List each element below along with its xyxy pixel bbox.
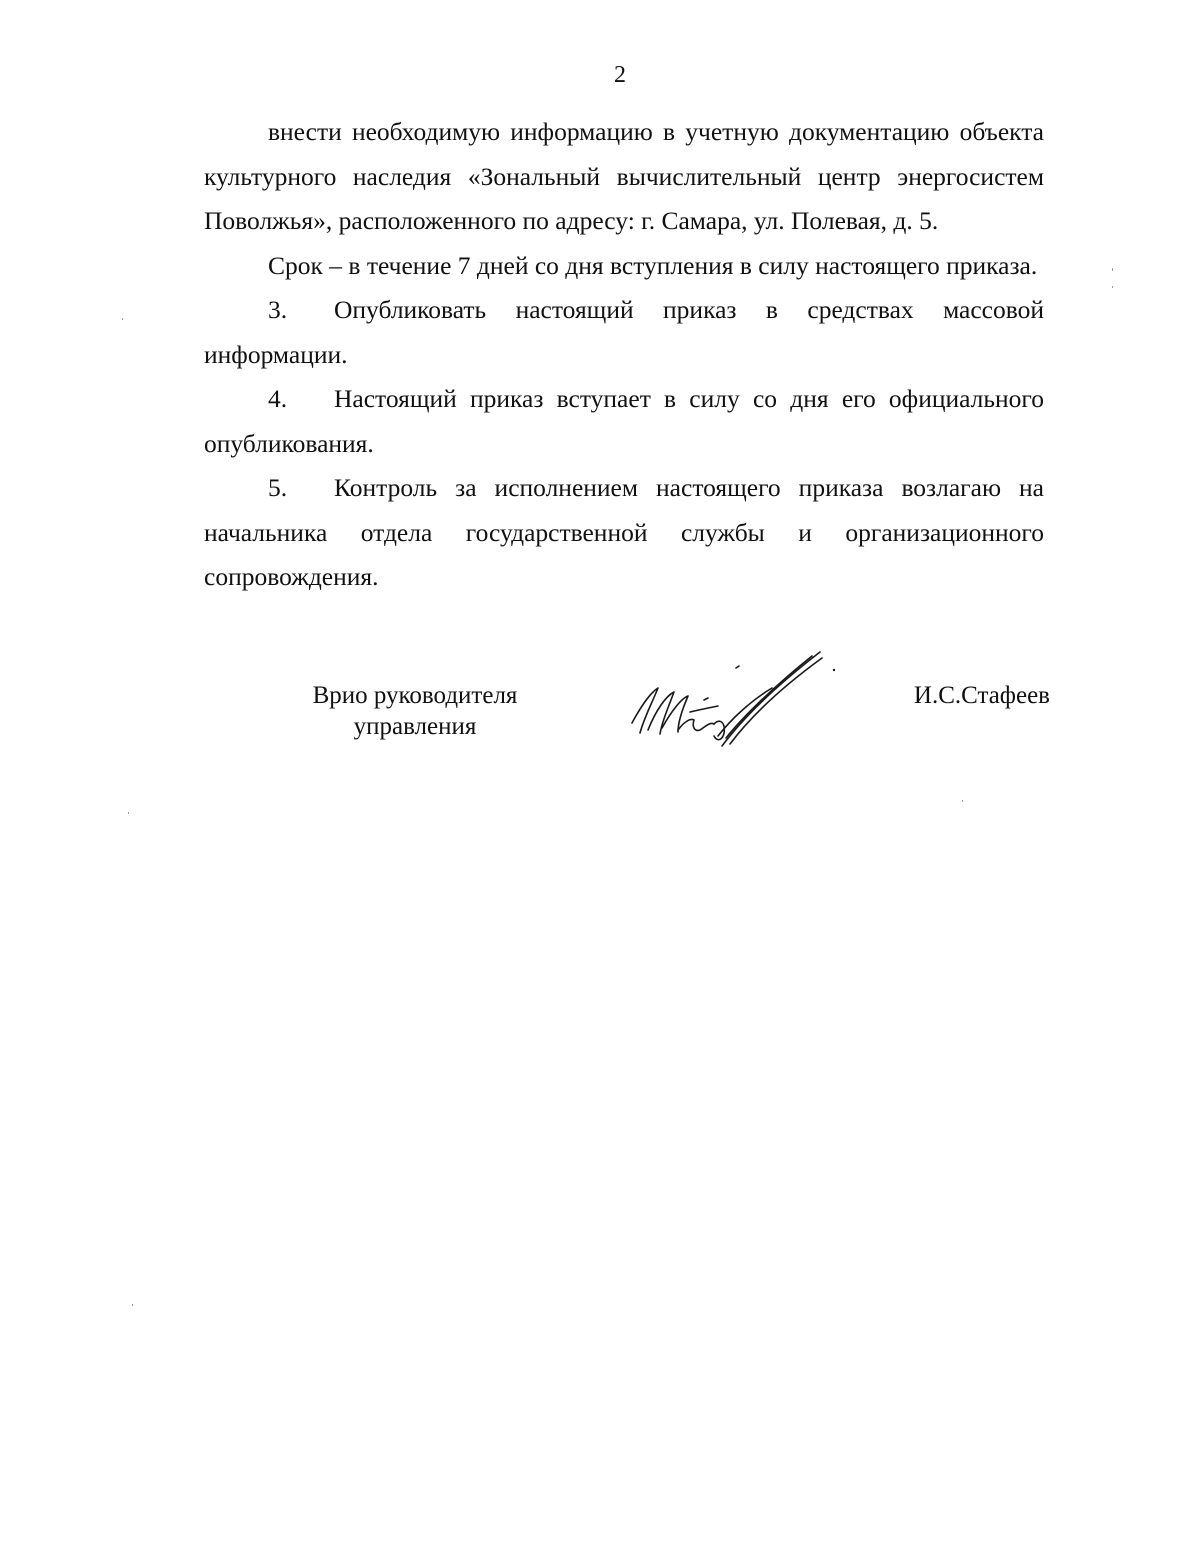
signatory-position-line1: Врио руководителя — [312, 682, 518, 709]
document-body — [204, 110, 1044, 600]
handwritten-signature — [622, 648, 842, 748]
signatory-name: И.С.Стафеев — [913, 682, 1050, 709]
paragraph-continuation: внести необходимую информацию в учетную документацию объекта культурного наследия «Зональный вычислительный центр энергосистем Поволжья», расположенного по адресу: г. Самара, ул. Полевая, д. 5. — [204, 117, 1044, 235]
item-text: Настоящий приказ вступает в силу со дня его официального опубликования. — [204, 384, 1044, 458]
scan-speck — [132, 1304, 133, 1306]
scan-speck — [122, 318, 123, 320]
signatory-position-line2: управления — [353, 713, 477, 740]
item-text: Контроль за исполнением настоящего приказа возлагаю на начальника отдела государственной службы и организационного сопровождения. — [204, 473, 1044, 591]
scan-speck — [962, 800, 963, 802]
signatory-position — [300, 680, 530, 742]
item-number: 4. — [268, 384, 288, 413]
numbered-item-3 — [204, 288, 1044, 377]
scan-speck — [1112, 286, 1113, 288]
item-number: 5. — [268, 473, 288, 502]
numbered-item-4 — [204, 377, 1044, 466]
item-number: 3. — [268, 295, 288, 324]
scan-speck — [128, 812, 129, 814]
page-number: 2 — [614, 62, 626, 88]
numbered-item-5 — [204, 466, 1044, 600]
scan-speck — [1112, 268, 1113, 271]
item-text: Опубликовать настоящий приказ в средствах массовой информации. — [204, 295, 1044, 369]
paragraph-deadline: Срок – в течение 7 дней со дня вступления в силу настоящего приказа. — [268, 250, 1038, 280]
